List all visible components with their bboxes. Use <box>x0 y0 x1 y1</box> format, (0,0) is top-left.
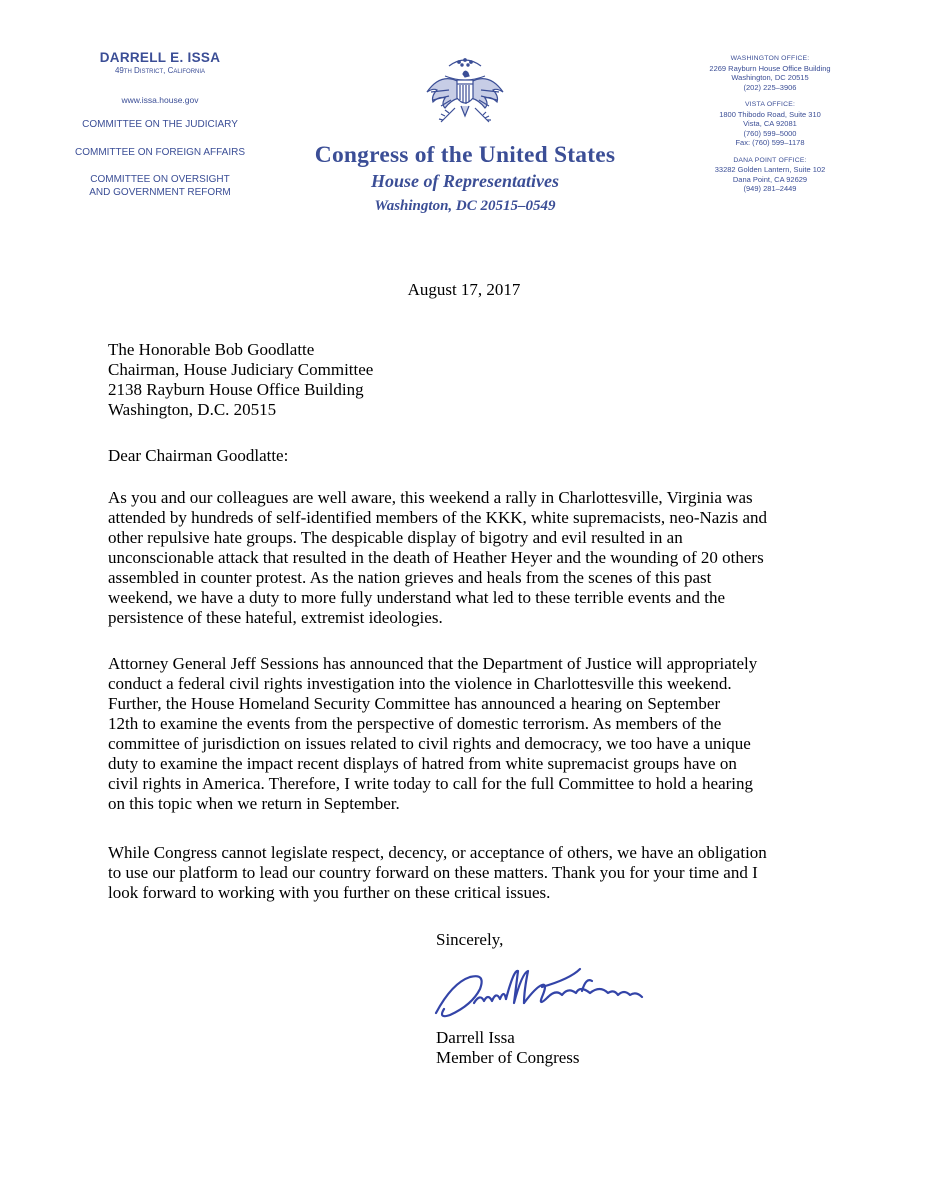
dana-point-office <box>690 156 850 194</box>
paragraph-line: committee of jurisdiction on issues related to civil rights and democracy, we too have a unique <box>108 734 751 753</box>
letterhead-left <box>60 50 260 199</box>
signer-title: Member of Congress <box>436 1048 580 1067</box>
office-line: Fax: (760) 599–1178 <box>735 138 805 147</box>
paragraph-3 <box>108 843 868 903</box>
office-line: (949) 281–2449 <box>743 184 797 193</box>
paragraph-line: 12th to examine the events from the perspective of domestic terrorism. As members of the <box>108 714 722 733</box>
letterhead-right <box>690 54 850 202</box>
office-line: Dana Point, CA 92629 <box>732 174 808 184</box>
member-district: 49th District, California <box>114 66 206 75</box>
recipient-line: 2138 Rayburn House Office Building <box>108 380 364 399</box>
congress-heading: Congress of the United States <box>314 142 616 168</box>
paragraph-line: weekend, we have a duty to more fully understand what led to these terrible events and the <box>108 588 725 607</box>
office-line: 1800 Thibodo Road, Suite 310 <box>719 109 821 119</box>
committee-oversight-line2: AND GOVERNMENT REFORM <box>89 186 231 198</box>
office-title: VISTA OFFICE: <box>744 101 796 108</box>
paragraph-2 <box>108 654 868 814</box>
office-line: (760) 599–5000 <box>743 128 797 138</box>
recipient-line: The Honorable Bob Goodlatte <box>108 340 315 359</box>
closing: Sincerely, <box>436 930 504 949</box>
office-title: WASHINGTON OFFICE: <box>730 55 810 62</box>
salutation: Dear Chairman Goodlatte: <box>108 446 289 465</box>
paragraph-line: duty to examine the impact recent displays of hatred from white supremacist groups have on <box>108 754 737 773</box>
member-website: www.issa.house.gov <box>121 95 199 105</box>
paragraph-line: conduct a federal civil rights investigation into the violence in Charlottesville this weekend. <box>108 674 732 693</box>
paragraph-line: to use our platform to lead our country forward on these matters. Thank you for your time and I <box>108 863 758 882</box>
paragraph-line: While Congress cannot legislate respect, decency, or acceptance of others, we have an obligation <box>108 843 767 862</box>
dc-address: Washington, DC 20515–0549 <box>374 198 556 214</box>
vista-office <box>690 100 850 148</box>
paragraph-line: assembled in counter protest. As the nation grieves and heals from the scenes of this past <box>108 568 712 587</box>
recipient-address <box>108 340 373 420</box>
house-heading: House of Representatives <box>371 171 559 191</box>
committee-oversight <box>60 174 260 199</box>
paragraph-line: look forward to working with you further on these critical issues. <box>108 883 551 902</box>
handwritten-signature <box>430 963 655 1025</box>
office-line: 33282 Golden Lantern, Suite 102 <box>714 165 826 174</box>
committee-judiciary: COMMITTEE ON THE JUDICIARY <box>82 119 238 130</box>
great-seal-eagle-icon <box>419 52 511 140</box>
paragraph-line: Attorney General Jeff Sessions has announced that the Department of Justice will appropriately <box>108 654 758 673</box>
recipient-line: Washington, D.C. 20515 <box>108 400 277 419</box>
office-line: (202) 225–3906 <box>743 82 797 92</box>
paragraph-line: other repulsive hate groups. The despicable display of bigotry and evil resulted in an <box>108 528 683 547</box>
paragraph-line: persistence of these hateful, extremist ideologies. <box>108 608 443 627</box>
signer-block <box>436 1028 580 1068</box>
paragraph-line: on this topic when we return in September. <box>108 794 400 813</box>
office-line: 2269 Rayburn House Office Building <box>709 63 831 73</box>
paragraph-line: attended by hundreds of self-identified members of the KKK, white supremacists, neo-Nazis and <box>108 508 768 527</box>
letterhead-center <box>280 52 650 215</box>
paragraph-line: As you and our colleagues are well aware, this weekend a rally in Charlottesville, Virginia was <box>108 488 753 507</box>
committee-foreign-affairs: COMMITTEE ON FOREIGN AFFAIRS <box>74 146 245 158</box>
office-line: Washington, DC 20515 <box>731 73 809 82</box>
committee-oversight-line1: COMMITTEE ON OVERSIGHT <box>90 174 230 185</box>
office-line: Vista, CA 92081 <box>743 119 797 128</box>
letter-date: August 17, 2017 <box>407 280 521 299</box>
member-name: DARRELL E. ISSA <box>99 50 221 65</box>
paragraph-line: civil rights in America. Therefore, I write today to call for the full Committee to hold a hearing <box>108 774 754 793</box>
signer-name: Darrell Issa <box>436 1028 515 1047</box>
recipient-line: Chairman, House Judiciary Committee <box>108 360 374 379</box>
washington-office <box>690 54 850 92</box>
paragraph-line: Further, the House Homeland Security Committee has announced a hearing on September <box>108 694 721 713</box>
paragraph-line: unconscionable attack that resulted in the death of Heather Heyer and the wounding of 20 others <box>108 548 764 567</box>
office-title: DANA POINT OFFICE: <box>733 156 807 164</box>
paragraph-1 <box>108 488 868 628</box>
